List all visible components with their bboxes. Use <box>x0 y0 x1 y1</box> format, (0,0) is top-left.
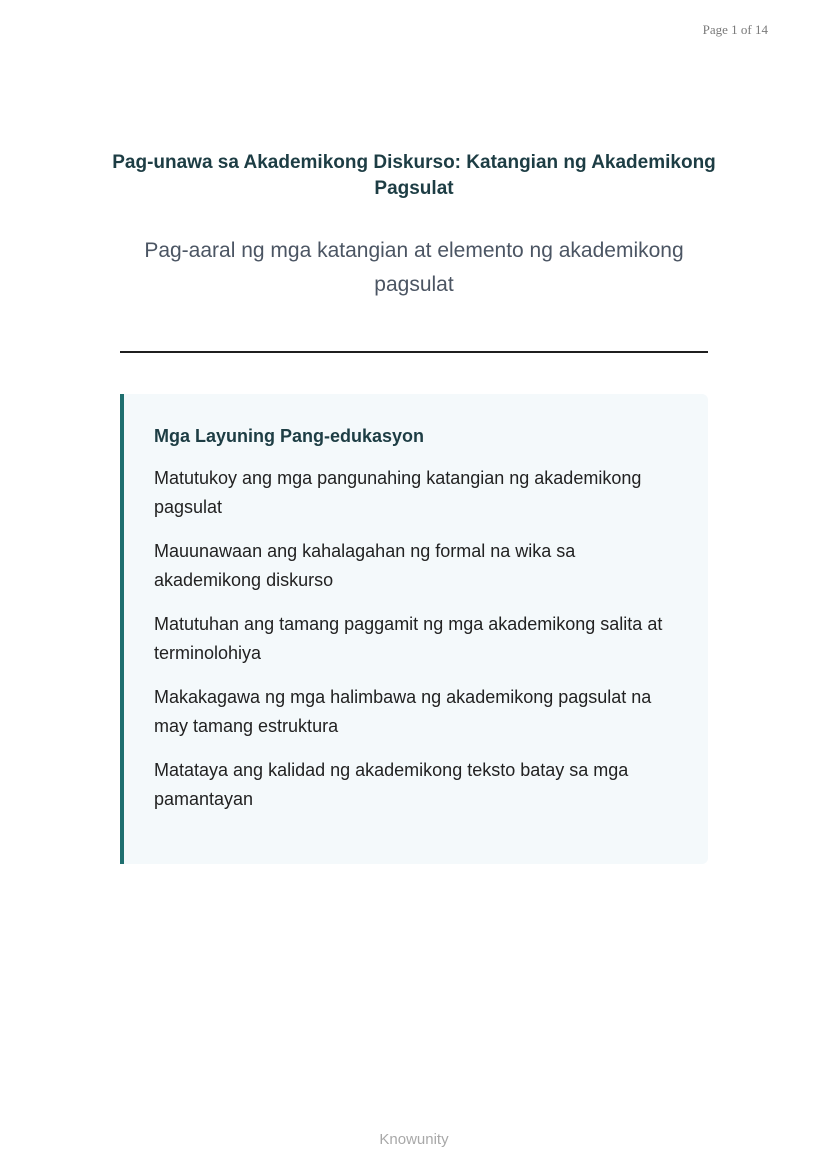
objectives-heading: Mga Layuning Pang-edukasyon <box>154 426 425 446</box>
objective-item: Matutukoy ang mga pangunahing katangian ng akademikong pagsulat <box>154 468 642 517</box>
footer-brand: Knowunity <box>379 1131 449 1148</box>
title-divider <box>120 351 708 353</box>
document-subtitle: Pag-aaral ng mga katangian at elemento ng akademikong pagsulat <box>144 239 684 296</box>
objectives-list <box>154 464 668 814</box>
learning-objectives-box <box>120 394 708 864</box>
objective-item: Matataya ang kalidad ng akademikong teksto batay sa mga pamantayan <box>154 760 629 809</box>
objective-item: Mauunawaan ang kahalagahan ng formal na wika sa akademikong diskurso <box>154 541 576 590</box>
page-number: Page 1 of 14 <box>702 22 768 37</box>
objective-item: Makakagawa ng mga halimbawa ng akademikong pagsulat na may tamang estruktura <box>154 687 652 736</box>
document-title: Pag-unawa sa Akademikong Diskurso: Katangian ng Akademikong Pagsulat <box>112 152 716 199</box>
objective-item: Matutuhan ang tamang paggamit ng mga akademikong salita at terminolohiya <box>154 614 663 663</box>
